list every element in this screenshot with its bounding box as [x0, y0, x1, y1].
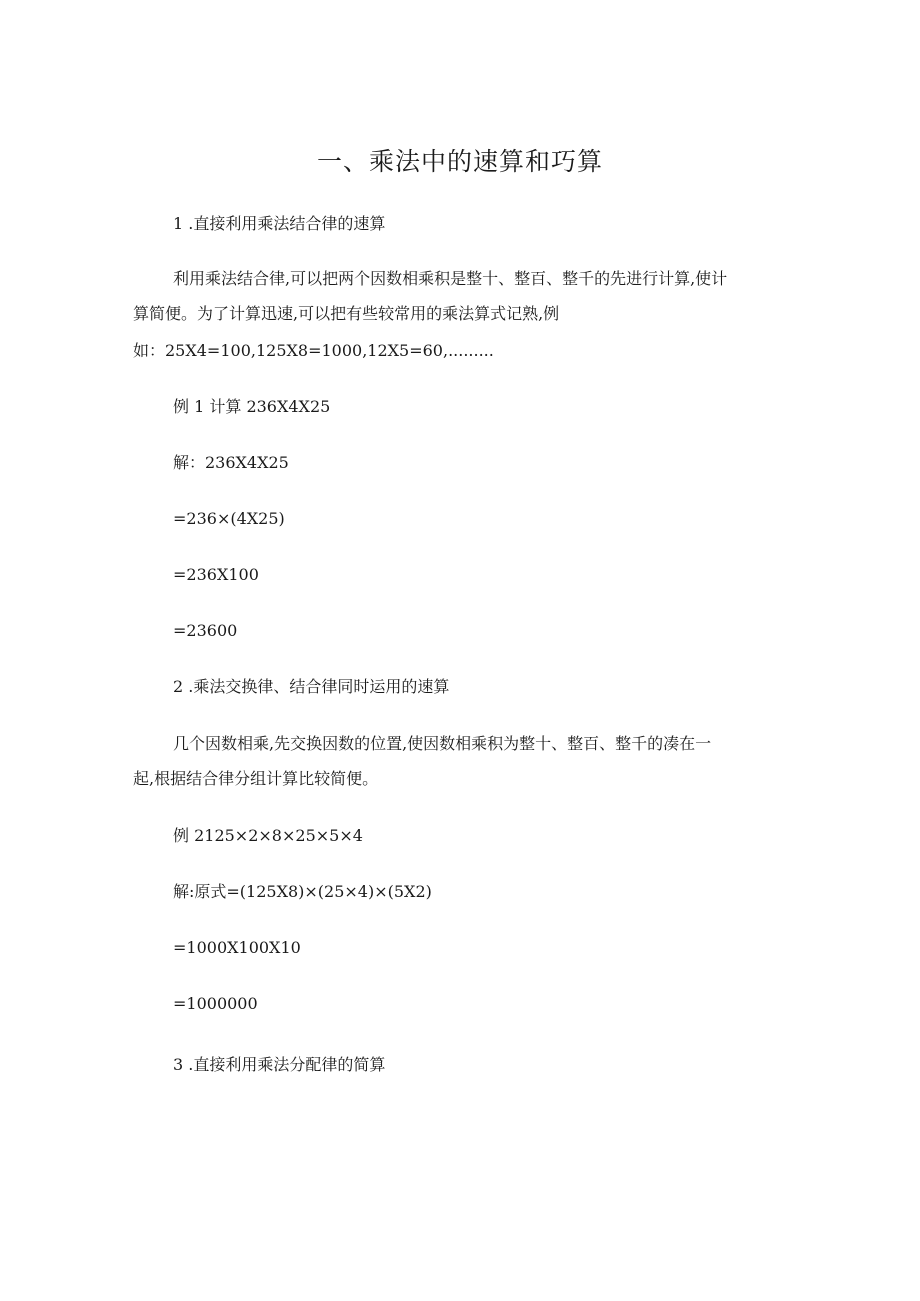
example-1: 例 1 计算 236X4X25 — [173, 397, 331, 416]
paragraph-2-line-2: 起,根据结合律分组计算比较简便。 — [133, 769, 379, 788]
solution-1-line-3: =236X100 — [173, 565, 259, 584]
solution-2-line-1: 解:原式=(125X8)×(25×4)×(5X2) — [173, 882, 432, 901]
section-heading-1: 1 .直接利用乘法结合律的速算 — [173, 214, 386, 233]
solution-1-line-4: =23600 — [173, 621, 238, 640]
paragraph-1-line-1: 利用乘法结合律,可以把两个因数相乘积是整十、整百、整千的先进行计算,使计 — [173, 269, 728, 288]
section-heading-3: 3 .直接利用乘法分配律的简算 — [173, 1055, 386, 1074]
paragraph-2-line-1: 几个因数相乘,先交换因数的位置,使因数相乘积为整十、整百、整千的凑在一 — [173, 734, 712, 753]
paragraph-1-line-2: 算简便。为了计算迅速,可以把有些较常用的乘法算式记熟,例 — [133, 304, 560, 323]
section-heading-2: 2 .乘法交换律、结合律同时运用的速算 — [173, 677, 450, 696]
solution-2-line-3: =1000000 — [173, 994, 258, 1013]
paragraph-1-line-3: 如：25X4=100,125X8=1000,12X5=60,......... — [133, 341, 494, 360]
document-title: 一、乘法中的速算和巧算 — [316, 147, 603, 176]
solution-1-line-2: =236×(4X25) — [173, 509, 285, 528]
solution-1-line-1: 解：236X4X25 — [173, 453, 289, 472]
solution-2-line-2: =1000X100X10 — [173, 938, 301, 957]
example-2: 例 2125×2×8×25×5×4 — [173, 826, 363, 845]
